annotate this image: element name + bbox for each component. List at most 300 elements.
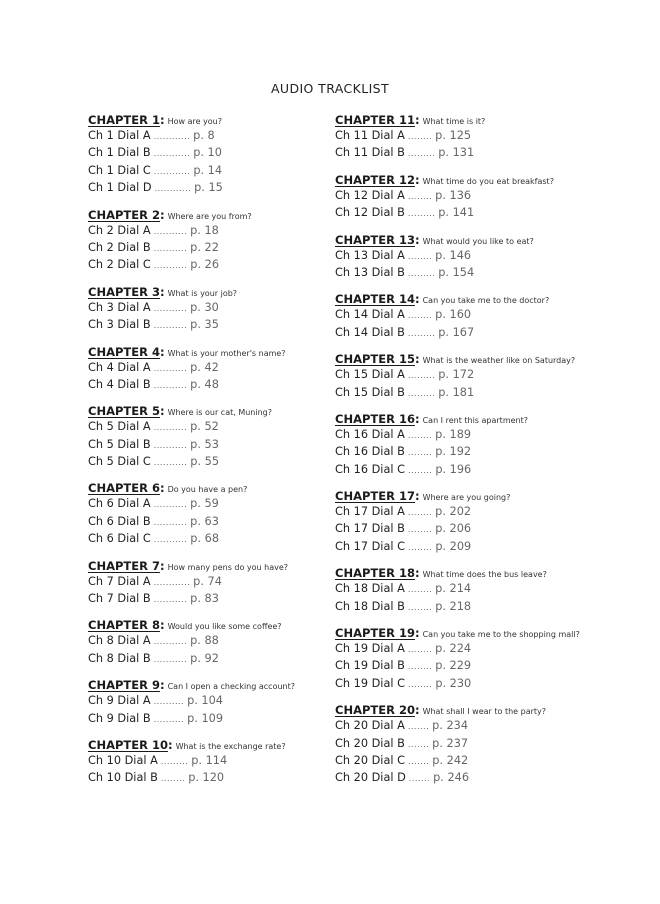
chapter-label: CHAPTER 11	[335, 113, 415, 127]
chapter-colon: :	[414, 352, 420, 367]
track-page: p. 237	[432, 736, 469, 750]
track-name: Ch 18 Dial A	[335, 582, 405, 596]
track-row	[335, 503, 595, 520]
chapter-heading	[335, 487, 595, 503]
track-leader-dots: ...........	[153, 500, 188, 510]
chapter-colon: :	[414, 566, 420, 581]
track-name: Ch 19 Dial B	[335, 659, 405, 673]
track-page: p. 206	[435, 522, 472, 536]
chapter-heading	[335, 231, 595, 247]
track-row	[88, 453, 328, 470]
track-leader-dots: ........	[407, 251, 433, 261]
chapter-question: Would you like some coffee?	[167, 622, 282, 632]
chapter-label: CHAPTER 2	[88, 207, 160, 222]
track-page: p. 109	[187, 711, 224, 725]
track-name: Ch 11 Dial A	[335, 129, 405, 142]
chapter-heading	[335, 410, 595, 426]
track-name: Ch 20 Dial A	[335, 719, 405, 733]
track-leader-dots: ...........	[153, 637, 188, 647]
chapter-label: CHAPTER 12	[335, 172, 415, 187]
chapter-block	[88, 676, 328, 727]
track-page: p. 35	[190, 318, 219, 332]
track-row	[335, 640, 595, 657]
track-row	[88, 573, 328, 590]
track-name: Ch 9 Dial A	[88, 694, 151, 708]
track-name: Ch 17 Dial A	[335, 505, 405, 519]
track-page: p. 8	[193, 129, 215, 142]
chapter-block	[88, 402, 328, 470]
track-row	[335, 127, 595, 144]
track-page: p. 42	[190, 360, 219, 374]
track-row	[335, 769, 595, 786]
track-row	[88, 127, 328, 144]
track-name: Ch 10 Dial A	[88, 753, 158, 767]
chapter-block	[88, 557, 328, 608]
track-leader-dots: ...........	[153, 535, 188, 545]
track-leader-dots: ........	[407, 662, 433, 672]
track-row	[88, 239, 328, 256]
chapter-heading	[335, 111, 595, 127]
track-name: Ch 14 Dial A	[335, 308, 405, 322]
track-name: Ch 8 Dial A	[88, 634, 151, 648]
track-page: p. 18	[190, 223, 219, 237]
track-name: Ch 5 Dial A	[88, 420, 151, 434]
track-row	[335, 657, 595, 674]
track-row	[335, 264, 595, 281]
track-page: p. 167	[438, 325, 475, 339]
track-page: p. 160	[435, 308, 472, 322]
track-name: Ch 19 Dial C	[335, 676, 405, 690]
track-name: Ch 8 Dial B	[88, 651, 151, 665]
chapter-colon: :	[159, 113, 165, 127]
track-leader-dots: ........	[407, 448, 433, 458]
chapter-block	[335, 410, 595, 478]
track-row	[335, 461, 595, 478]
track-leader-dots: ............	[153, 166, 191, 176]
chapter-question: What is the exchange rate?	[175, 741, 286, 751]
track-row	[88, 162, 328, 179]
chapter-block	[335, 564, 595, 615]
track-page: p. 55	[190, 455, 220, 469]
track-leader-dots: ...........	[153, 303, 188, 313]
chapter-label: CHAPTER 20	[335, 703, 415, 718]
track-page: p. 172	[438, 368, 475, 382]
chapter-block	[335, 350, 595, 401]
chapter-heading	[88, 736, 328, 752]
chapter-colon: :	[414, 626, 420, 641]
track-name: Ch 18 Dial B	[335, 599, 405, 613]
track-page: p. 136	[435, 188, 472, 202]
chapter-colon: :	[414, 489, 420, 504]
track-leader-dots: ...........	[153, 363, 188, 373]
track-page: p. 230	[435, 676, 472, 690]
chapter-question: Can you take me to the doctor?	[422, 296, 550, 306]
page-title: AUDIO TRACKLIST	[270, 81, 390, 96]
track-row	[335, 247, 595, 264]
chapter-label: CHAPTER 6	[88, 481, 160, 496]
track-row	[88, 650, 328, 667]
track-row	[88, 692, 328, 709]
chapter-question: What would you like to eat?	[422, 236, 534, 246]
chapter-heading	[335, 290, 595, 306]
chapter-block	[88, 111, 328, 197]
track-name: Ch 3 Dial A	[88, 300, 151, 314]
track-name: Ch 12 Dial A	[335, 188, 405, 202]
track-name: Ch 6 Dial A	[88, 497, 151, 511]
track-leader-dots: ...........	[153, 261, 188, 271]
track-row	[88, 359, 328, 376]
track-name: Ch 9 Dial B	[88, 711, 151, 725]
track-row	[335, 538, 595, 555]
track-name: Ch 7 Dial B	[88, 592, 151, 606]
track-row	[88, 632, 328, 649]
chapter-question: Where are you from?	[167, 211, 252, 221]
chapter-label: CHAPTER 7	[88, 558, 160, 573]
track-leader-dots: ...........	[153, 595, 188, 605]
track-page: p. 234	[432, 719, 469, 733]
chapter-heading	[88, 676, 328, 692]
chapter-colon: :	[159, 618, 165, 633]
track-page: p. 120	[188, 771, 225, 785]
chapter-colon: :	[414, 292, 420, 307]
track-page: p. 224	[435, 642, 472, 656]
chapter-question: What is your mother's name?	[167, 348, 286, 358]
chapter-block	[335, 701, 595, 787]
chapter-question: Where is our cat, Muning?	[167, 408, 272, 418]
chapter-colon: :	[159, 344, 165, 359]
track-leader-dots: ........	[407, 430, 433, 440]
track-row	[88, 530, 328, 547]
track-name: Ch 20 Dial B	[335, 736, 405, 750]
chapter-heading	[88, 402, 328, 418]
chapter-heading	[88, 206, 328, 222]
track-leader-dots: ..........	[153, 697, 185, 707]
track-leader-dots: ........	[407, 585, 433, 595]
track-leader-dots: .......	[407, 756, 430, 766]
chapter-label: CHAPTER 9	[88, 678, 160, 693]
track-row	[335, 306, 595, 323]
track-page: p. 10	[193, 146, 222, 160]
track-name: Ch 3 Dial B	[88, 318, 151, 332]
chapter-label: CHAPTER 4	[88, 344, 160, 359]
chapter-block	[335, 624, 595, 692]
track-page: p. 189	[435, 427, 472, 441]
track-name: Ch 15 Dial B	[335, 385, 405, 399]
track-leader-dots: ...........	[153, 458, 188, 468]
track-row	[335, 187, 595, 204]
track-leader-dots: .........	[407, 268, 436, 278]
chapter-heading	[335, 171, 595, 187]
track-name: Ch 16 Dial A	[335, 427, 405, 441]
track-name: Ch 6 Dial B	[88, 514, 151, 528]
track-name: Ch 12 Dial B	[335, 206, 405, 220]
track-leader-dots: ........	[407, 311, 433, 321]
chapter-block	[88, 206, 328, 274]
track-leader-dots: ...........	[153, 517, 188, 527]
track-name: Ch 2 Dial B	[88, 240, 151, 254]
track-leader-dots: ........	[407, 465, 433, 475]
track-name: Ch 13 Dial B	[335, 265, 405, 279]
track-leader-dots: ...........	[153, 440, 188, 450]
chapter-label: CHAPTER 13	[335, 232, 415, 247]
chapter-question: What is your job?	[167, 288, 238, 298]
track-leader-dots: ............	[153, 577, 191, 587]
track-name: Ch 11 Dial B	[335, 146, 405, 160]
track-page: p. 104	[187, 694, 223, 708]
track-row	[335, 204, 595, 221]
track-page: p. 22	[190, 240, 219, 254]
chapter-question: What time do you eat breakfast?	[422, 176, 554, 186]
track-leader-dots: .........	[407, 371, 436, 381]
track-page: p. 202	[435, 505, 472, 519]
track-name: Ch 16 Dial C	[335, 462, 405, 476]
chapter-block	[335, 111, 595, 162]
track-page: p. 181	[438, 385, 475, 399]
track-name: Ch 17 Dial C	[335, 539, 405, 553]
track-leader-dots: ...........	[153, 380, 188, 390]
track-name: Ch 16 Dial B	[335, 445, 405, 459]
track-leader-dots: .........	[407, 388, 436, 398]
track-row	[335, 675, 595, 692]
chapter-block	[88, 736, 328, 787]
track-page: p. 192	[435, 445, 472, 459]
track-row	[335, 520, 595, 537]
chapter-heading	[88, 557, 328, 573]
chapter-label: CHAPTER 5	[88, 404, 160, 419]
track-leader-dots: .......	[407, 722, 430, 732]
track-page: p. 14	[193, 163, 223, 177]
track-leader-dots: ..........	[153, 714, 185, 724]
track-page: p. 242	[432, 753, 469, 767]
track-name: Ch 2 Dial C	[88, 258, 151, 272]
track-leader-dots: .......	[407, 739, 430, 749]
chapter-label: CHAPTER 1	[88, 113, 160, 127]
track-page: p. 83	[190, 592, 219, 606]
track-page: p. 141	[438, 206, 475, 220]
track-name: Ch 1 Dial B	[88, 146, 151, 160]
right-column	[335, 111, 595, 787]
chapter-heading	[335, 350, 595, 366]
chapter-block	[335, 231, 595, 282]
track-leader-dots: ............	[153, 149, 191, 159]
track-row	[88, 769, 328, 786]
track-name: Ch 4 Dial B	[88, 377, 151, 391]
track-name: Ch 19 Dial A	[335, 642, 405, 656]
track-page: p. 114	[191, 753, 228, 767]
track-leader-dots: ........	[407, 542, 433, 552]
track-leader-dots: ........	[160, 774, 186, 784]
track-page: p. 52	[190, 420, 219, 434]
track-page: p. 146	[435, 248, 472, 262]
track-leader-dots: .........	[407, 328, 436, 338]
chapter-question: Do you have a pen?	[167, 485, 248, 495]
track-name: Ch 6 Dial C	[88, 532, 151, 546]
chapter-heading	[88, 111, 328, 127]
chapter-question: What time does the bus leave?	[422, 570, 547, 580]
track-row	[335, 426, 595, 443]
track-leader-dots: ...........	[153, 321, 188, 331]
track-leader-dots: .........	[160, 756, 189, 766]
track-row	[88, 222, 328, 239]
track-page: p. 48	[190, 377, 219, 391]
chapter-block	[88, 479, 328, 547]
track-page: p. 125	[435, 129, 472, 142]
chapter-label: CHAPTER 14	[335, 292, 415, 307]
track-name: Ch 1 Dial A	[88, 129, 151, 142]
chapter-label: CHAPTER 16	[335, 411, 415, 426]
track-row	[335, 384, 595, 401]
track-row	[88, 436, 328, 453]
chapter-colon: :	[159, 207, 165, 222]
track-row	[88, 418, 328, 435]
track-leader-dots: ........	[407, 191, 433, 201]
track-row	[88, 299, 328, 316]
track-page: p. 196	[435, 462, 472, 476]
track-row	[88, 710, 328, 727]
chapter-label: CHAPTER 10	[88, 737, 168, 752]
chapter-heading	[88, 616, 328, 632]
chapter-colon: :	[414, 703, 420, 718]
track-leader-dots: ........	[407, 602, 433, 612]
track-name: Ch 5 Dial B	[88, 437, 151, 451]
chapter-colon: :	[414, 411, 420, 426]
track-page: p. 68	[190, 532, 220, 546]
track-leader-dots: ...........	[153, 226, 188, 236]
track-leader-dots: ........	[407, 525, 433, 535]
track-leader-dots: ...........	[153, 423, 188, 433]
track-row	[335, 752, 595, 769]
chapter-question: Can you take me to the shopping mall?	[422, 630, 580, 640]
chapter-question: Can I open a checking account?	[167, 682, 295, 692]
chapter-question: What shall I wear to the party?	[422, 707, 547, 717]
chapter-colon: :	[167, 737, 173, 752]
track-leader-dots: ...........	[153, 654, 188, 664]
track-page: p. 209	[435, 539, 472, 553]
chapter-block	[335, 171, 595, 222]
track-row	[88, 316, 328, 333]
chapter-colon: :	[414, 232, 420, 247]
left-column	[88, 111, 328, 787]
chapter-colon: :	[414, 172, 420, 187]
track-page: p. 131	[438, 146, 475, 160]
chapter-colon: :	[159, 481, 165, 496]
track-leader-dots: .........	[407, 209, 436, 219]
chapter-heading	[88, 283, 328, 299]
chapter-heading	[335, 624, 595, 640]
track-name: Ch 10 Dial B	[88, 771, 158, 785]
track-row	[88, 590, 328, 607]
track-page: p. 218	[435, 599, 472, 613]
track-page: p. 53	[190, 437, 219, 451]
chapter-question: What time is it?	[422, 117, 486, 126]
track-row	[335, 144, 595, 161]
chapter-block	[88, 283, 328, 334]
chapter-colon: :	[159, 678, 165, 693]
chapter-label: CHAPTER 8	[88, 618, 160, 633]
track-leader-dots: ............	[153, 132, 191, 141]
track-name: Ch 1 Dial D	[88, 181, 152, 195]
track-page: p. 246	[433, 771, 470, 785]
track-row	[88, 495, 328, 512]
chapter-question: How are you?	[167, 117, 222, 126]
chapter-block	[88, 616, 328, 667]
chapter-heading	[88, 479, 328, 495]
track-leader-dots: ...........	[153, 243, 188, 253]
track-name: Ch 20 Dial D	[335, 771, 406, 785]
track-name: Ch 4 Dial A	[88, 360, 151, 374]
track-row	[88, 752, 328, 769]
track-leader-dots: ........	[407, 645, 433, 655]
track-leader-dots: ........	[407, 132, 433, 141]
track-name: Ch 20 Dial C	[335, 753, 405, 767]
track-name: Ch 2 Dial A	[88, 223, 151, 237]
track-page: p. 229	[435, 659, 472, 673]
track-name: Ch 15 Dial A	[335, 368, 405, 382]
track-page: p. 74	[193, 574, 222, 588]
track-page: p. 92	[190, 651, 219, 665]
track-leader-dots: ........	[407, 508, 433, 518]
track-page: p. 63	[190, 514, 219, 528]
track-row	[335, 598, 595, 615]
track-name: Ch 1 Dial C	[88, 163, 151, 177]
chapter-question: How many pens do you have?	[167, 562, 289, 572]
track-row	[88, 256, 328, 273]
track-name: Ch 7 Dial A	[88, 574, 151, 588]
track-leader-dots: .........	[407, 149, 436, 159]
track-row	[88, 144, 328, 161]
track-row	[335, 717, 595, 734]
track-page: p. 88	[190, 634, 219, 648]
chapter-colon: :	[414, 113, 420, 127]
chapter-colon: :	[159, 404, 165, 419]
track-page: p. 30	[190, 300, 219, 314]
chapter-heading	[88, 343, 328, 359]
track-row	[88, 513, 328, 530]
track-row	[335, 366, 595, 383]
chapter-question: Where are you going?	[422, 493, 511, 503]
track-leader-dots: .......	[408, 774, 431, 784]
track-row	[88, 179, 328, 196]
chapter-label: CHAPTER 18	[335, 566, 415, 581]
chapter-colon: :	[159, 284, 165, 299]
chapter-label: CHAPTER 3	[88, 284, 160, 299]
track-page: p. 26	[190, 258, 220, 272]
track-page: p. 15	[194, 181, 223, 195]
track-row	[335, 735, 595, 752]
track-name: Ch 14 Dial B	[335, 325, 405, 339]
chapter-heading	[335, 564, 595, 580]
track-leader-dots: ........	[407, 679, 433, 689]
track-page: p. 59	[190, 497, 219, 511]
track-name: Ch 5 Dial C	[88, 455, 151, 469]
track-row	[88, 376, 328, 393]
chapter-label: CHAPTER 19	[335, 626, 415, 641]
chapter-question: What is the weather like on Saturday?	[422, 356, 576, 366]
chapter-block	[88, 343, 328, 394]
track-row	[335, 580, 595, 597]
chapter-heading	[335, 701, 595, 717]
track-page: p. 214	[435, 582, 472, 596]
track-row	[335, 443, 595, 460]
track-page: p. 154	[438, 265, 475, 279]
chapter-block	[335, 487, 595, 555]
chapter-label: CHAPTER 15	[335, 352, 415, 367]
chapter-label: CHAPTER 17	[335, 489, 415, 504]
chapter-question: Can I rent this apartment?	[422, 415, 528, 425]
chapter-colon: :	[159, 558, 165, 573]
track-row	[335, 324, 595, 341]
chapter-block	[335, 290, 595, 341]
